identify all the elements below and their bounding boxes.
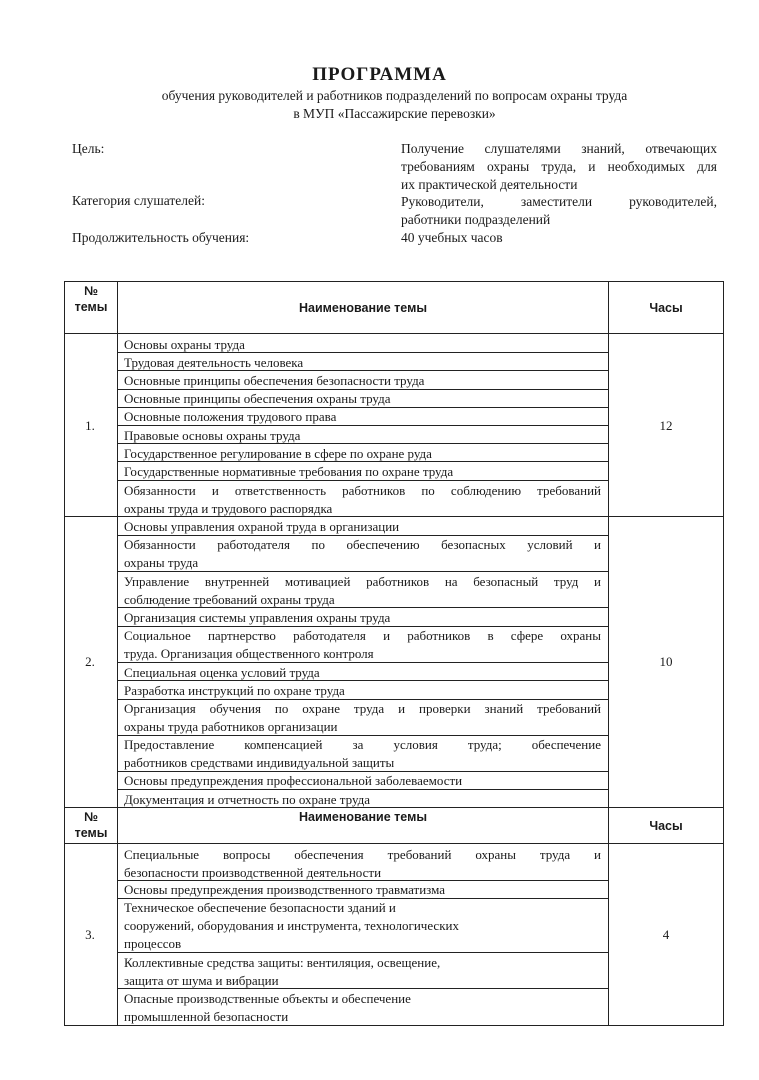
- header-bottom-line: [64, 333, 724, 334]
- topic-line: работников средствами индивидуальной защиты: [124, 755, 395, 770]
- col-hours-header: Часы: [649, 819, 683, 833]
- section-hours: 4: [662, 927, 670, 942]
- section-divider: [64, 807, 724, 808]
- topic-item: [124, 536, 601, 572]
- topic-item: Специальная оценка условий труда: [124, 665, 320, 680]
- topic-line: соблюдение требований охраны труда: [124, 592, 335, 607]
- page-title: ПРОГРАММА: [312, 64, 447, 85]
- section-number: 1.: [85, 418, 95, 433]
- col-topic-header: Наименование темы: [298, 301, 427, 315]
- page-subtitle-line1: обучения руководителей и работников подразделений по вопросам охраны труда: [161, 88, 628, 103]
- goal-line: требованиям охраны труда, и необходимых для: [401, 159, 717, 174]
- table-border: [723, 281, 724, 1026]
- section-hours: 12: [659, 418, 673, 433]
- page-subtitle-line2: в МУП «Пассажирские перевозки»: [293, 106, 496, 121]
- topic-item: [124, 482, 601, 518]
- col-num-header-line2: темы: [74, 300, 108, 314]
- section-hours: 10: [659, 654, 673, 669]
- topic-item: [124, 627, 601, 663]
- header-bottom-line: [64, 843, 724, 844]
- topic-item: [124, 573, 601, 609]
- col-hours-header: Часы: [649, 301, 683, 315]
- topic-item: Основы управления охраной труда в организации: [124, 519, 400, 534]
- col-topic-header: Наименование темы: [298, 810, 427, 824]
- column-divider: [117, 281, 118, 1026]
- topic-item: Организация системы управления охраны труда: [124, 610, 391, 625]
- topic-line: Техническое обеспечение безопасности зданий и: [124, 900, 396, 915]
- row-divider: [118, 370, 609, 371]
- category-line: Руководители, заместители руководителей,: [401, 194, 717, 209]
- col-num-header: [64, 809, 118, 841]
- topic-line: охраны труда: [124, 555, 199, 570]
- topic-item: [124, 954, 601, 990]
- topic-item: [124, 700, 601, 736]
- topics-table: [64, 281, 724, 1026]
- topic-line: охраны труда работников организации: [124, 719, 338, 734]
- row-divider: [118, 789, 609, 790]
- topic-line: промышленной безопасности: [124, 1009, 289, 1024]
- row-divider: [118, 425, 609, 426]
- category-label: Категория слушателей:: [72, 193, 205, 208]
- table-border: [64, 281, 724, 282]
- topic-line: процессов: [124, 936, 182, 951]
- topic-item: Основные принципы обеспечения безопасности труда: [124, 373, 425, 388]
- topic-item: Государственное регулирование в сфере по охране руда: [124, 446, 432, 461]
- topic-line: Коллективные средства защиты: вентиляция, освещение,: [124, 955, 441, 970]
- topic-item: Документация и отчетность по охране труда: [124, 792, 371, 807]
- topic-line: Социальное партнерство работодателя и работников в сфере охраны: [124, 628, 601, 643]
- row-divider: [118, 607, 609, 608]
- goal-line: Получение слушателями знаний, отвечающих: [401, 141, 717, 156]
- topic-item: Основы предупреждения профессиональной заболеваемости: [124, 773, 463, 788]
- col-num-header-line1: №: [84, 284, 98, 298]
- goal-value: [401, 140, 717, 194]
- row-divider: [118, 443, 609, 444]
- row-divider: [118, 480, 609, 481]
- section-number: 3.: [85, 927, 95, 942]
- topic-item: [124, 899, 601, 953]
- topic-item: Государственные нормативные требования по охране труда: [124, 464, 454, 479]
- row-divider: [118, 461, 609, 462]
- row-divider: [118, 352, 609, 353]
- section-divider: [64, 516, 724, 517]
- topic-line: труда. Организация общественного контроля: [124, 646, 374, 661]
- topic-item: [124, 736, 601, 772]
- row-divider: [118, 952, 609, 953]
- topic-line: Организация обучения по охране труда и проверки знаний требований: [124, 701, 601, 716]
- topic-line: безопасности производственной деятельности: [124, 865, 382, 880]
- topic-item: Правовые основы охраны труда: [124, 428, 301, 443]
- topic-item: Трудовая деятельность человека: [124, 355, 304, 370]
- topic-line: Управление внутренней мотивацией работников на безопасный труд и: [124, 574, 601, 589]
- topic-line: защита от шума и вибрации: [124, 973, 279, 988]
- topic-line: Специальные вопросы обеспечения требований охраны труда и: [124, 847, 601, 862]
- topic-item: Основы охраны труда: [124, 337, 245, 352]
- goal-label: Цель:: [72, 141, 105, 156]
- row-divider: [118, 988, 609, 989]
- col-num-header: [64, 283, 118, 315]
- topic-line: Предоставление компенсацией за условия труда; обеспечение: [124, 737, 601, 752]
- duration-label: Продолжительность обучения:: [72, 230, 250, 245]
- duration-value: 40 учебных часов: [401, 230, 503, 245]
- topic-item: [124, 990, 601, 1026]
- row-divider: [118, 662, 609, 663]
- category-line: работники подразделений: [401, 212, 551, 227]
- goal-line: их практической деятельности: [401, 177, 578, 192]
- topic-item: [124, 846, 601, 882]
- topic-item: Основные положения трудового права: [124, 409, 337, 424]
- col-num-header-line1: №: [84, 810, 98, 824]
- row-divider: [118, 680, 609, 681]
- topic-item: Разработка инструкций по охране труда: [124, 683, 345, 698]
- topic-item: Основные принципы обеспечения охраны труда: [124, 391, 391, 406]
- row-divider: [118, 571, 609, 572]
- col-num-header-line2: темы: [74, 826, 108, 840]
- topic-line: Обязанности и ответственность работников по соблюдению требований: [124, 483, 601, 498]
- section-number: 2.: [85, 654, 95, 669]
- topic-line: сооружений, оборудования и инструмента, технологических: [124, 918, 459, 933]
- category-value: [401, 193, 717, 229]
- topic-line: Опасные производственные объекты и обеспечение: [124, 991, 411, 1006]
- topic-line: охраны труда и трудового распорядка: [124, 501, 333, 516]
- topic-line: Обязанности работодателя по обеспечению безопасных условий и: [124, 537, 601, 552]
- topic-item: Основы предупреждения производственного травматизма: [124, 882, 446, 897]
